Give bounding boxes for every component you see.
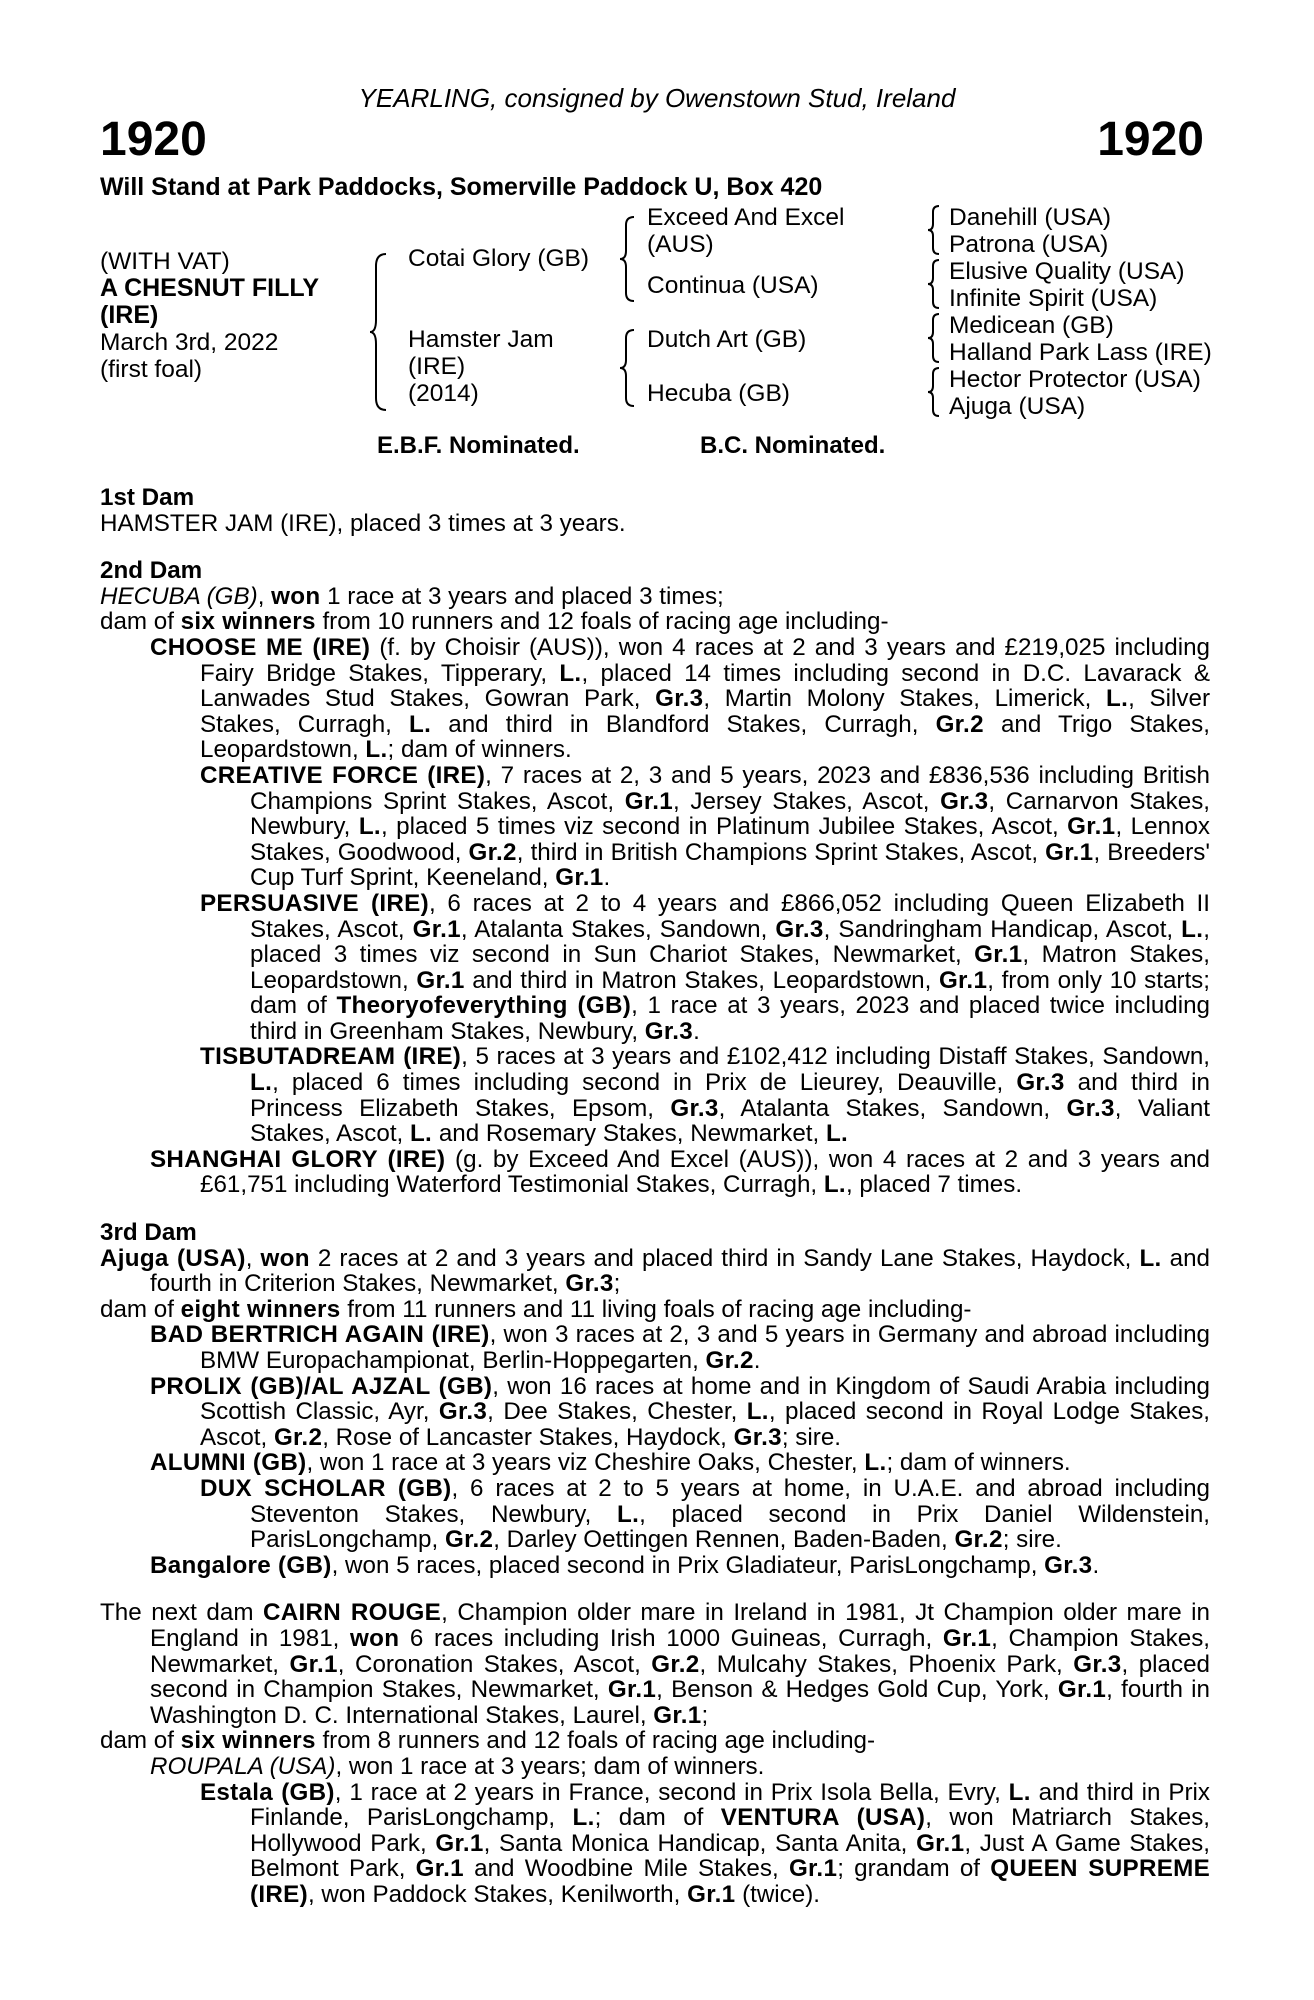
produce-estala: Estala (GB), 1 race at 2 years in France, second in Prix Isola Bella, Evry, L. and third in Prix Finlande, ParisLongchamp, L.; dam of VENTURA (USA), won Matriarch Stakes, Hollywood Park, Gr.1, Santa Monica Handicap, Santa Anita, Gr.1, Just A Game Stakes, Belmont Park, Gr.1 and Woodbine Mile Stakes, Gr.1; grandam of QUEEN SUPREME (IRE), won Paddock Stakes, Kenilworth, Gr.1 (twice). (200, 1778, 1211, 1908)
ggp-brace-1 (926, 204, 942, 256)
second-dam-heading: 2nd Dam (100, 557, 203, 585)
ggp-2: Patrona (USA) (949, 231, 1109, 258)
produce-tisbutadream: TISBUTADREAM (IRE), 5 races at 3 years and £102,412 including Distaff Stakes, Sandown, L., placed 6 times including second in Prix de Lieurey, Deauville, Gr.3 and third in Princess Elizabeth Stakes, Epsom, Gr.3, Atalanta Stakes, Sandown, Gr.3, Valiant Stakes, Ascot, L. and Rosemary Stakes, Newmarket, L. (200, 1043, 1210, 1148)
second-dam-entry: HECUBA (GB), won 1 race at 3 years and placed 3 times; (100, 582, 724, 610)
ggp-brace-3 (926, 312, 942, 364)
produce-creative-force: CREATIVE FORCE (IRE), 7 races at 2, 3 and 5 years, 2023 and £836,536 including British Champions Sprint Stakes, Ascot, Gr.1, Jersey Stakes, Ascot, Gr.3, Carnarvon Stakes, Newbury, L., placed 5 times viz second in Platinum Jubilee Stakes, Ascot, Gr.1, Lennox Stakes, Goodwood, Gr.2, third in British Champions Sprint Stakes, Ascot, Gr.1, Breeders' Cup Turf Sprint, Keeneland, Gr.1. (200, 761, 1211, 892)
ggp-brace-4 (926, 366, 942, 418)
pedigree-brace (368, 252, 390, 412)
ggp-6: Halland Park Lass (IRE) (949, 339, 1212, 366)
first-dam-text: HAMSTER JAM (IRE), placed 3 times at 3 years. (100, 509, 626, 537)
produce-alumni: ALUMNI (GB), won 1 race at 3 years viz Cheshire Oaks, Chester, L.; dam of winners. (150, 1449, 1071, 1477)
ggp-8: Ajuga (USA) (949, 393, 1086, 420)
third-dam-heading: 3rd Dam (100, 1219, 197, 1247)
next-dam-entry: The next dam CAIRN ROUGE, Champion older mare in Ireland in 1981, Jt Champion older mare in England in 1981, won 6 races including Irish 1000 Guineas, Curragh, Gr.1, Champion Stakes, Newmarket, Gr.1, Coronation Stakes, Ascot, Gr.2, Mulcahy Stakes, Phoenix Park, Gr.3, placed second in Champion Stakes, Newmarket, Gr.1, Benson & Hedges Gold Cup, York, Gr.1, fourth in Washington D. C. International Stakes, Laurel, Gr.1; (100, 1599, 1211, 1729)
third-dam-produce: dam of eight winners from 11 runners and 11 living foals of racing age including- (100, 1295, 972, 1323)
pedigree-body (100, 485, 1210, 1907)
produce-dux-scholar: DUX SCHOLAR (GB), 6 races at 2 to 5 years at home, in U.A.E. and abroad including Steventon Stakes, Newbury, L., placed second in Prix Daniel Wildenstein, ParisLongchamp, Gr.2, Darley Oettingen Rennen, Baden-Baden, Gr.2; sire. (200, 1474, 1210, 1554)
produce-bad-bertrich-again: BAD BERTRICH AGAIN (IRE), won 3 races at 2, 3 and 5 years in Germany and abroad including BMW Europachampionat, Berlin-Hoppegarten, Gr.2. (150, 1321, 1210, 1374)
ggp-5: Medicean (GB) (949, 312, 1114, 339)
horse-description: A CHESNUT FILLY (100, 274, 319, 302)
sire: Cotai Glory (GB) (408, 245, 590, 272)
sire-brace (618, 215, 638, 303)
dam-brace (618, 328, 638, 408)
foaling-date: March 3rd, 2022 (100, 329, 279, 356)
ebf-nomination: E.B.F. Nominated. (377, 432, 580, 459)
consignment-line: YEARLING, consigned by Owenstown Stud, Ireland (358, 83, 956, 113)
stand-location: Will Stand at Park Paddocks, Somerville Paddock U, Box 420 (100, 173, 823, 201)
produce-choose-me: CHOOSE ME (IRE) (f. by Choisir (AUS)), won 4 races at 2 and 3 years and £219,025 including Fairy Bridge Stakes, Tipperary, L., placed 14 times including second in D.C. Lavarack & Lanwades Stud Stakes, Gowran Park, Gr.3, Martin Molony Stakes, Limerick, L., Silver Stakes, Curragh, L. and third in Blandford Stakes, Curragh, Gr.2 and Trigo Stakes, Leopardstown, L.; dam of winners. (150, 633, 1211, 764)
foal-note: (first foal) (100, 356, 203, 383)
produce-persuasive: PERSUASIVE (IRE), 6 races at 2 to 4 years and £866,052 including Queen Elizabeth II Stakes, Ascot, Gr.1, Atalanta Stakes, Sandown, Gr.3, Sandringham Handicap, Ascot, L., placed 3 times viz second in Sun Chariot Stakes, Newmarket, Gr.1, Matron Stakes, Leopardstown, Gr.1 and third in Matron Stakes, Leopardstown, Gr.1, from only 10 starts; dam of Theoryofeverything (GB), 1 race at 3 years, 2023 and placed twice including third in Greenham Stakes, Newbury, Gr.3. (200, 889, 1211, 1045)
vat-note: (WITH VAT) (100, 248, 230, 275)
next-dam-produce: dam of six winners from 8 runners and 12 foals of racing age including- (100, 1727, 876, 1755)
lot-number-left: 1920 (100, 113, 207, 166)
ggp-3: Elusive Quality (USA) (949, 258, 1185, 285)
first-dam-heading: 1st Dam (100, 484, 195, 511)
produce-roupala: ROUPALA (USA), won 1 race at 3 years; dam of winners. (150, 1752, 765, 1780)
second-dam-produce: dam of six winners from 10 runners and 12 foals of racing age including- (100, 608, 889, 636)
produce-shanghai-glory: SHANGHAI GLORY (IRE) (g. by Exceed And Excel (AUS)), won 4 races at 2 and 3 years and £61,751 including Waterford Testimonial Stakes, Curragh, L., placed 7 times. (150, 1145, 1210, 1199)
lot-number-right: 1920 (1097, 113, 1204, 166)
ggp-4: Infinite Spirit (USA) (949, 285, 1158, 312)
dam-name: Hamster Jam (408, 326, 554, 353)
dam-sire: Dutch Art (GB) (647, 326, 807, 353)
ggp-1: Danehill (USA) (949, 204, 1112, 231)
third-dam-entry: Ajuga (USA), won 2 races at 2 and 3 years and placed third in Sandy Lane Stakes, Haydock, L. and fourth in Criterion Stakes, Newmarket, Gr.3; (100, 1244, 1210, 1298)
bc-nomination: B.C. Nominated. (700, 432, 886, 459)
produce-prolix: PROLIX (GB)/AL AJZAL (GB), won 16 races at home and in Kingdom of Saudi Arabia including Scottish Classic, Ayr, Gr.3, Dee Stakes, Chester, L., placed second in Royal Lodge Stakes, Ascot, Gr.2, Rose of Lancaster Stakes, Haydock, Gr.3; sire. (150, 1372, 1211, 1451)
dam-country: (IRE) (408, 353, 466, 380)
sire-sire-country: (AUS) (647, 231, 714, 258)
ggp-7: Hector Protector (USA) (949, 366, 1201, 393)
dam-dam: Hecuba (GB) (647, 380, 790, 407)
sire-sire: Exceed And Excel (647, 204, 845, 231)
produce-bangalore: Bangalore (GB), won 5 races, placed second in Prix Gladiateur, ParisLongchamp, Gr.3. (150, 1551, 1100, 1579)
sire-dam: Continua (USA) (647, 272, 819, 299)
ggp-brace-2 (926, 258, 942, 310)
horse-description-country: (IRE) (100, 301, 159, 329)
dam-year: (2014) (408, 380, 479, 407)
